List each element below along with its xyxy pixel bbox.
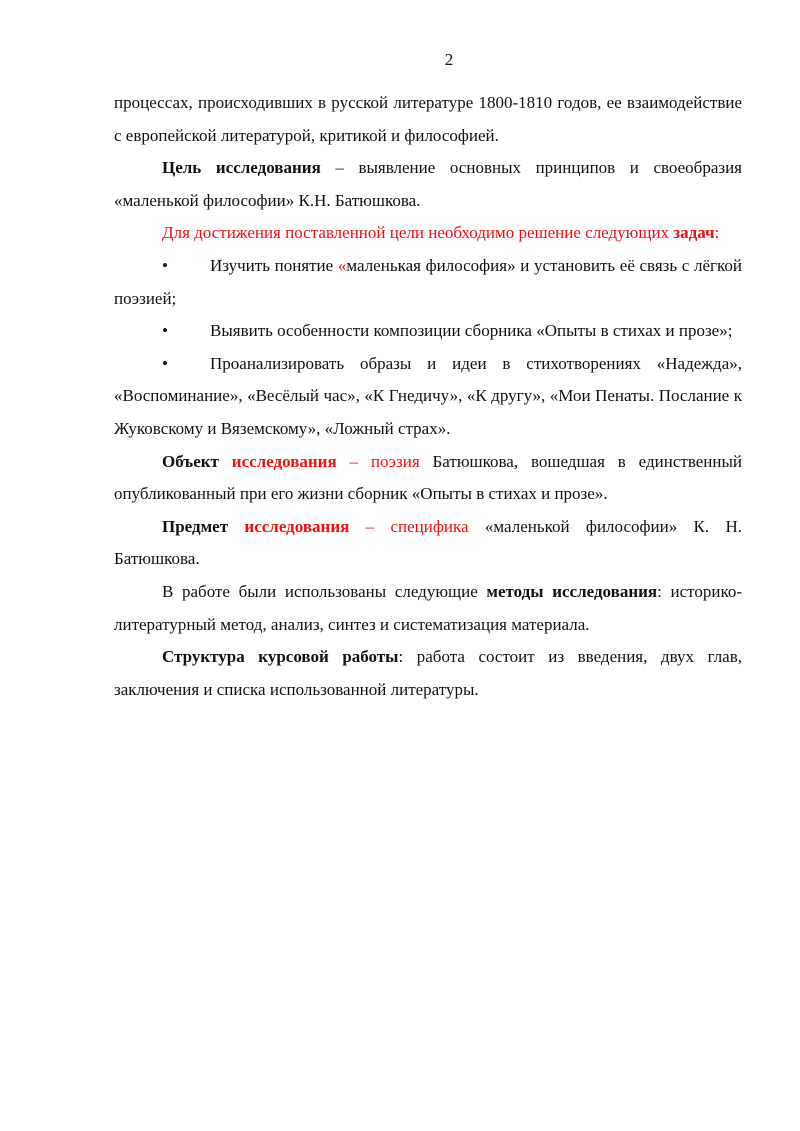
list-item-text-post: маленькая философия» и установить её связь с лёгкой поэзией;: [114, 255, 742, 308]
object-label-research: исследования: [231, 451, 337, 471]
tasks-colon: :: [714, 223, 720, 243]
methods-bold: методы исследования: [486, 581, 658, 601]
list-item-red-quote: «: [337, 255, 347, 275]
bullet-icon: •: [162, 321, 168, 341]
structure-paragraph: [114, 641, 742, 706]
goal-paragraph: [114, 152, 742, 217]
subject-label: Предмет: [162, 516, 245, 536]
subject-paragraph: [114, 511, 742, 576]
intro-paragraph: процессах, происходивших в русской литературе 1800-1810 годов, ее взаимодействие с европейской литературой, критикой и философией.: [114, 93, 742, 145]
list-item: [114, 348, 742, 446]
goal-label: Цель исследования: [162, 158, 321, 178]
object-paragraph: [114, 446, 742, 511]
bullet-icon: •: [162, 353, 168, 373]
structure-label: Структура курсовой работы: [162, 647, 399, 667]
subject-text: «маленькой философии» К. Н. Батюшкова.: [114, 516, 743, 569]
goal-text: – выявление основных принципов и своеобразия «маленькой философии» К.Н. Батюшкова.: [114, 158, 743, 210]
list-item-text: Выявить особенности композиции сборника «Опыты в стихах и прозе»;: [210, 321, 733, 341]
methods-paragraph: [114, 576, 742, 641]
subject-label-research: исследования: [244, 516, 350, 536]
structure-text: : работа состоит из введения, двух глав, заключения и списка использованной литературы.: [114, 647, 743, 699]
page-content: [114, 87, 742, 706]
list-item-text: Проанализировать образы и идеи в стихотворениях «Надежда», «Воспоминание», «Весёлый час», «К Гнедичу», «К другу», «Мои Пенаты. Послание к Жуковскому и Вяземскому», «Ложный страх».: [114, 353, 742, 438]
object-label: Объект: [162, 451, 232, 471]
subject-red-text: – специфика: [349, 516, 469, 536]
methods-pre: В работе были использованы следующие: [162, 581, 487, 601]
methods-post: : историко-литературный метод, анализ, синтез и систематизация материала.: [114, 581, 742, 634]
list-item: [114, 250, 742, 315]
list-item: [114, 315, 742, 348]
tasks-intro-paragraph: [114, 217, 742, 250]
bullet-icon: •: [162, 255, 168, 275]
object-red-text: – поэзия: [336, 451, 420, 471]
tasks-bold-word: задач: [673, 223, 715, 243]
object-text: Батюшкова, вошедшая в единственный опубликованный при его жизни сборник «Опыты в стихах и прозе».: [114, 451, 743, 504]
tasks-intro-text: Для достижения поставленной цели необходимо решение следующих: [162, 223, 674, 243]
list-item-text-pre: Изучить понятие: [210, 255, 338, 275]
page-number: 2: [444, 50, 454, 69]
